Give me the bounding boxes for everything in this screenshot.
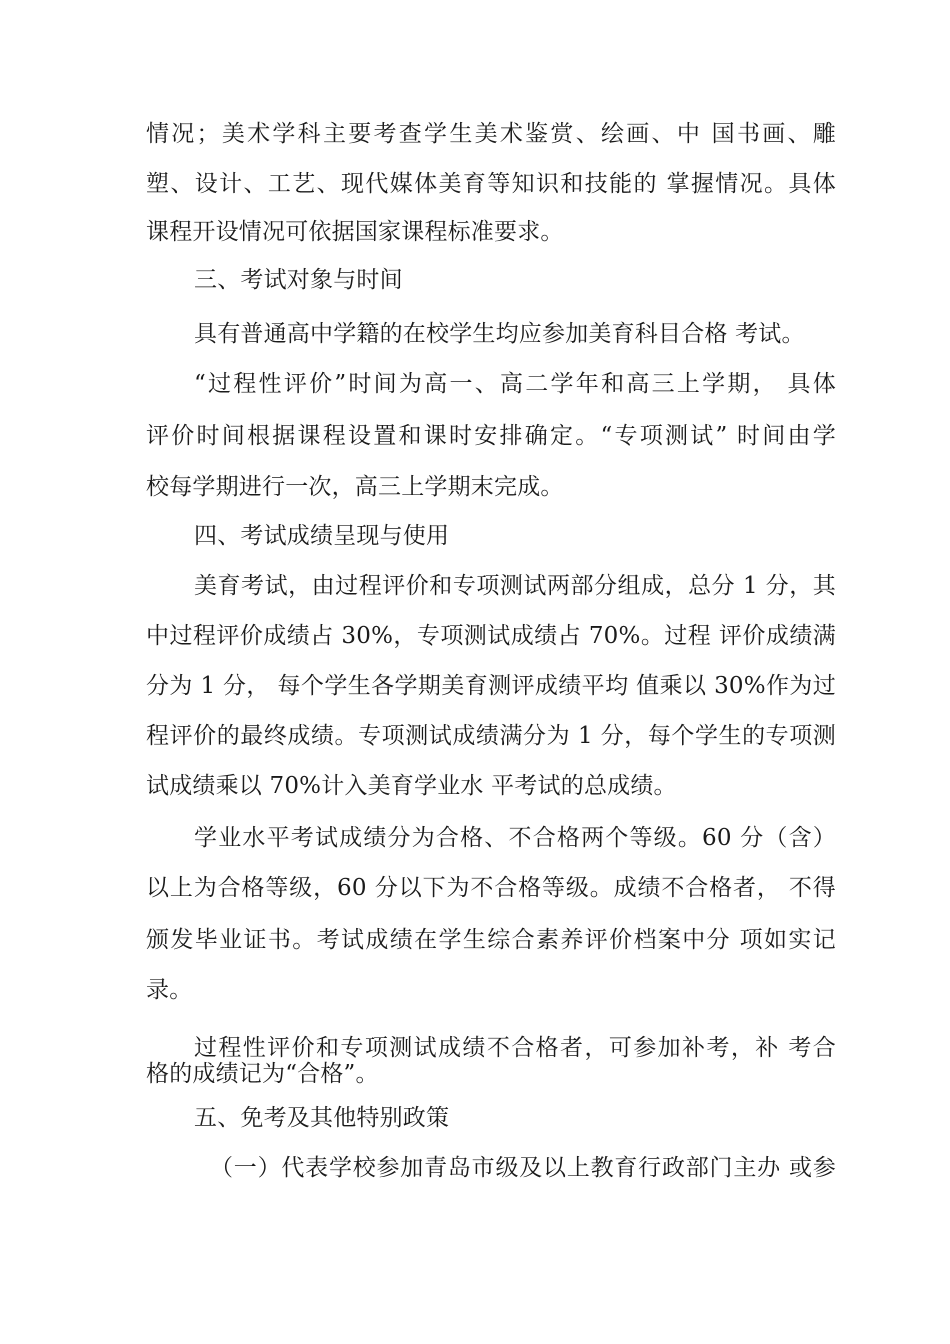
- paragraph-line: 评价时间根据课程设置和课时安排确定。“专项测试” 时间由学: [146, 423, 836, 449]
- section-heading: 五、免考及其他特别政策: [194, 1105, 450, 1131]
- paragraph-line: 情况；美术学科主要考查学生美术鉴赏、绘画、中 国书画、雕: [146, 121, 836, 147]
- paragraph-line: “过程性评价”时间为高一、高二学年和高三上学期， 具体: [194, 371, 836, 397]
- paragraph-line: 美育考试，由过程评价和专项测试两部分组成，总分 1 分，其: [194, 573, 836, 599]
- paragraph-line: 格的成绩记为“合格”。: [146, 1061, 379, 1087]
- paragraph-line: 录。: [146, 977, 193, 1003]
- paragraph-line: 具有普通高中学籍的在校学生均应参加美育科目合格 考试。: [194, 321, 805, 347]
- paragraph-line: 塑、设计、工艺、现代媒体美育等知识和技能的 掌握情况。具体: [146, 171, 836, 197]
- paragraph-line: 课程开设情况可依据国家课程标准要求。: [146, 219, 564, 245]
- paragraph-line: 程评价的最终成绩。专项测试成绩满分为 1 分，每个学生的专项测: [146, 723, 836, 749]
- paragraph-line: 学业水平考试成绩分为合格、不合格两个等级。60 分（含）: [194, 825, 836, 851]
- paragraph-line: 中过程评价成绩占 30%，专项测试成绩占 70%。过程 评价成绩满: [146, 623, 836, 649]
- section-heading: 三、考试对象与时间: [194, 267, 403, 293]
- paragraph-line: 颁发毕业证书。考试成绩在学生综合素养评价档案中分 项如实记: [146, 927, 836, 953]
- paragraph-line: 校每学期进行一次，高三上学期末完成。: [146, 474, 564, 500]
- paragraph-line: 以上为合格等级，60 分以下为不合格等级。成绩不合格者， 不得: [146, 875, 836, 901]
- paragraph-line: （一）代表学校参加青岛市级及以上教育行政部门主办 或参: [210, 1155, 836, 1181]
- paragraph-line: 过程性评价和专项测试成绩不合格者，可参加补考，补 考合: [194, 1035, 836, 1061]
- section-heading: 四、考试成绩呈现与使用: [194, 523, 450, 549]
- paragraph-line: 分为 1 分， 每个学生各学期美育测评成绩平均 值乘以 30%作为过: [146, 673, 836, 699]
- paragraph-line: 试成绩乘以 70%计入美育学业水 平考试的总成绩。: [146, 773, 677, 799]
